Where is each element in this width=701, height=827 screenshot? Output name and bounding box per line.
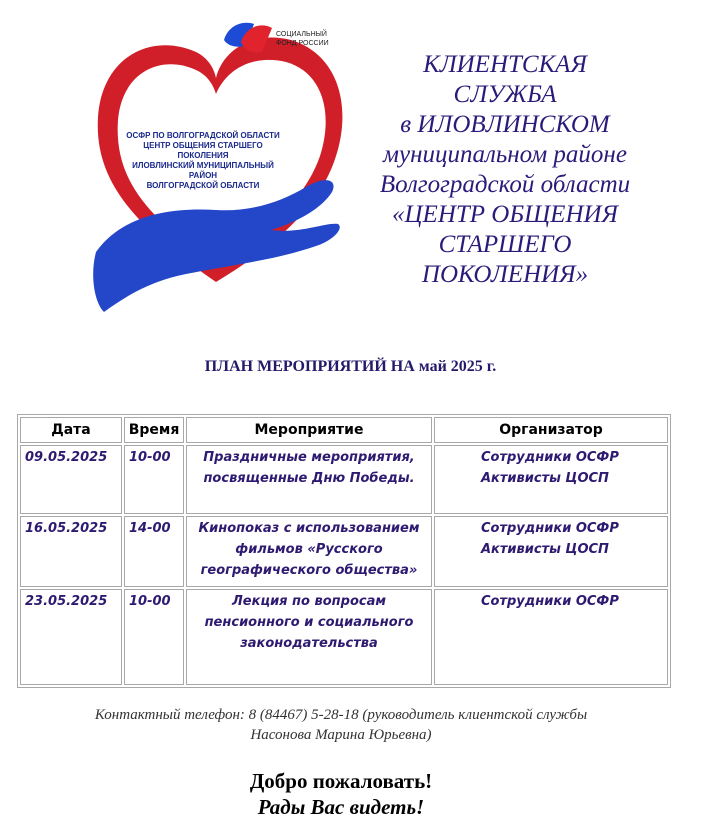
organizer-line: Сотрудники ОСФР xyxy=(481,450,619,465)
cell-organizer xyxy=(434,516,668,587)
contact-line-2: Насонова Марина Юрьевна) xyxy=(250,727,432,743)
heart-text-2: ЦЕНТР ОБЩЕНИЯ СТАРШЕГО xyxy=(143,141,263,150)
cell-event: Праздничные мероприятия, посвященные Дню Победы. xyxy=(186,445,432,514)
cell-time: 10-00 xyxy=(124,589,184,685)
cell-time: 10-00 xyxy=(124,445,184,514)
heart-text-5: РАЙОН xyxy=(188,171,218,180)
title-line: Волгоградской области xyxy=(379,171,631,198)
table-row xyxy=(20,445,668,514)
title-line: СТАРШЕГО xyxy=(438,231,572,258)
header-event: Мероприятие xyxy=(186,417,432,443)
cell-time: 14-00 xyxy=(124,516,184,587)
organizer-line: Активисты ЦОСП xyxy=(481,542,609,557)
brand-line-1: СОЦИАЛЬНЫЙ xyxy=(276,31,327,38)
organizer-line: Активисты ЦОСП xyxy=(481,471,609,486)
table-header-row xyxy=(20,417,668,443)
header-time: Время xyxy=(124,417,184,443)
heart-text-1: ОСФР ПО ВОЛГОГРАДСКОЙ ОБЛАСТИ xyxy=(126,131,280,140)
cell-date: 09.05.2025 xyxy=(20,445,122,514)
table-row xyxy=(20,589,668,685)
sfr-heart-logo xyxy=(76,12,356,312)
header-date: Дата xyxy=(20,417,122,443)
cell-date: 23.05.2025 xyxy=(20,589,122,685)
brand-line-2: ФОНД РОССИИ xyxy=(276,40,329,47)
header-organizer: Организатор xyxy=(434,417,668,443)
client-service-title xyxy=(355,50,655,290)
contact-line-1: Контактный телефон: 8 (84467) 5-28-18 (руководитель клиентской службы xyxy=(94,707,588,723)
welcome-text: Добро пожаловать! xyxy=(249,769,433,793)
title-line: ПОКОЛЕНИЯ» xyxy=(421,261,589,288)
cell-date: 16.05.2025 xyxy=(20,516,122,587)
heart-text-4: ИЛОВЛИНСКИЙ МУНИЦИПАЛЬНЫЙ xyxy=(132,161,274,170)
title-line: КЛИЕНТСКАЯ xyxy=(423,51,587,78)
heart-text-3: ПОКОЛЕНИЯ xyxy=(177,151,229,160)
organizer-line: Сотрудники ОСФР xyxy=(481,521,619,536)
title-line: «ЦЕНТР ОБЩЕНИЯ xyxy=(392,201,618,228)
title-line: СЛУЖБА xyxy=(453,81,557,108)
cell-organizer xyxy=(434,589,668,685)
title-line: муниципальном районе xyxy=(383,141,627,168)
cell-event: Кинопоказ с использованием фильмов «Русского географического общества» xyxy=(186,516,432,587)
heart-text-6: ВОЛГОГРАДСКОЙ ОБЛАСТИ xyxy=(146,181,260,190)
title-line: в ИЛОВЛИНСКОМ xyxy=(400,111,610,138)
cell-event: Лекция по вопросам пенсионного и социального законодательства xyxy=(186,589,432,685)
events-table xyxy=(17,414,671,688)
plan-title: ПЛАН МЕРОПРИЯТИЙ НА май 2025 г. xyxy=(204,358,497,375)
table-row xyxy=(20,516,668,587)
glad-text: Рады Вас видеть! xyxy=(257,795,425,819)
contact-info xyxy=(0,705,682,745)
cell-organizer xyxy=(434,445,668,514)
organizer-line: Сотрудники ОСФР xyxy=(481,594,619,609)
